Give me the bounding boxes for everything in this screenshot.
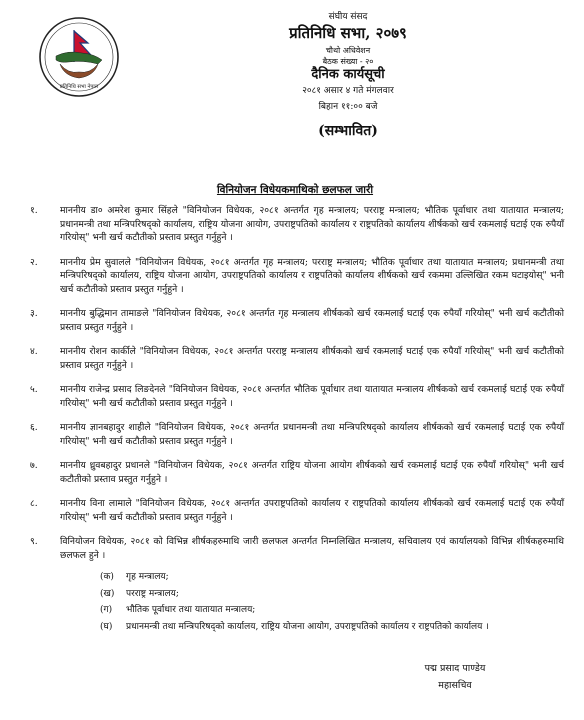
item-number: ६. xyxy=(30,422,38,433)
agenda-items xyxy=(30,204,564,637)
list-item xyxy=(30,421,564,448)
list-item xyxy=(30,497,564,524)
list-item xyxy=(30,256,564,297)
list-item xyxy=(30,204,564,245)
signatory-name: पद्म प्रसाद पाण्डेय xyxy=(424,663,486,674)
header xyxy=(120,10,576,143)
signature-block xyxy=(380,660,530,694)
sub-item-number: (घ) xyxy=(100,621,113,632)
item-text: माननीय रोशन कार्कीले "विनियोजन विधेयक, २०८१ अन्तर्गत परराष्ट्र मन्त्रालय शीर्षकको खर्च रकमलाई घटाई एक रुपैयाँ गरियोस्" भनी खर्च कटौतीको प्रस्ताव प्रस्तुत गर्नुहुने । xyxy=(60,346,564,371)
agenda-time: बिहान ११:०० बजे xyxy=(318,102,378,113)
sub-item-text: भौतिक पूर्वाधार तथा यातायात मन्त्रालय; xyxy=(126,605,256,615)
item-text: माननीय प्रेम सुवालले "विनियोजन विधेयक, २०८१ अन्तर्गत गृह मन्त्रालय; परराष्ट्र मन्त्रालय; भौतिक पूर्वाधार तथा यातायात मन्त्रालय; प्रधानमन्त्री तथा मन्त्रिपरिषद्को कार्यालय, राष्ट्रिय योजना आयोग, उपराष्ट्रपतिको कार्यालय र राष्ट्रपतिको कार्यालय शीर्षकको खर्च रकममा उल्लिखित रकम घटाइयोस्" भनी खर्च कटौतीको प्रस्ताव प्रस्तुत गर्नुहुने । xyxy=(60,256,564,295)
item-number: ८. xyxy=(30,498,38,509)
house-name: प्रतिनिधि सभा, २०७९ xyxy=(289,24,407,43)
section-title: विनियोजन विधेयकमाथिको छलफल जारी xyxy=(216,184,374,196)
svg-text:प्रतिनिधि सभा नेपाल: प्रतिनिधि सभा नेपाल xyxy=(59,84,99,90)
sub-items xyxy=(100,571,564,634)
agenda-title: दैनिक कार्यसूची xyxy=(311,66,385,82)
sub-item-number: (ख) xyxy=(100,588,115,599)
item-number: ४. xyxy=(30,346,38,357)
item-text: माननीय ज्ञानबहादुर शाहीले "विनियोजन विधेयक, २०८१ अन्तर्गत प्रधानमन्त्री तथा मन्त्रिपरिषद्को कार्यालय शीर्षकको खर्च रकमलाई घटाई एक रुपैयाँ गरियोस्" भनी खर्च कटौतीको प्रस्ताव प्रस्तुत गर्नुहुने । xyxy=(60,422,564,447)
item-number: १. xyxy=(30,205,38,216)
parliament-name: संघीय संसद xyxy=(328,12,368,22)
list-item xyxy=(30,307,564,334)
sub-item xyxy=(100,604,564,618)
item-number: ५. xyxy=(30,384,38,395)
item-text: माननीय ध्रुवबहादुर प्रधानले "विनियोजन विधेयक, २०८१ अन्तर्गत राष्ट्रिय योजना आयोग शीर्षकको खर्च रकमलाई घटाई एक रुपैयाँ गरियोस्" भनी खर्च कटौतीको प्रस्ताव प्रस्तुत गर्नुहुने । xyxy=(60,460,564,485)
sub-item-number: (क) xyxy=(100,572,114,582)
list-item xyxy=(30,345,564,372)
signatory-title: महासचिव xyxy=(438,680,472,691)
sub-item-text: प्रधानमन्त्री तथा मन्त्रिपरिषद्को कार्यालय, राष्ट्रिय योजना आयोग, उपराष्ट्रपतिको कार्यालय र राष्ट्रपतिको कार्यालय । xyxy=(126,621,489,632)
list-item xyxy=(30,535,564,562)
item-text: माननीय बुद्धिमान तामाङले "विनियोजन विधेयक, २०८१ अन्तर्गत गृह मन्त्रालय शीर्षकको खर्च रकमलाई घटाई एक रुपैयाँ गरियोस्" भनी खर्च कटौतीको प्रस्ताव प्रस्तुत गर्नुहुने । xyxy=(60,308,564,333)
sub-item-text: परराष्ट्र मन्त्रालय; xyxy=(126,588,179,599)
item-number: ९. xyxy=(30,536,38,547)
sub-item-number: (ग) xyxy=(100,605,113,615)
sub-item xyxy=(100,621,564,635)
meeting-number: बैठक संख्या - २० xyxy=(322,56,374,66)
list-item xyxy=(30,383,564,410)
item-number: ३. xyxy=(30,308,38,319)
list-item xyxy=(30,459,564,486)
session-label: चौथो अधिवेशन xyxy=(325,45,371,55)
item-text: माननीय डा० अमरेश कुमार सिंहले "विनियोजन विधेयक, २०८१ अन्तर्गत गृह मन्त्रालय; परराष्ट्र मन्त्रालय; भौतिक पूर्वाधार तथा यातायात मन्त्रालय; प्रधानमन्त्री तथा मन्त्रिपरिषद्को कार्यालय, राष्ट्रिय योजना आयोग, उपराष्ट्रपतिको कार्यालय र राष्ट्रपतिको कार्यालय शीर्षकको खर्च रकमलाई घटाई एक रुपैयाँ गरियोस्" भनी खर्च कटौतीको प्रस्ताव प्रस्तुत गर्नुहुने । xyxy=(60,205,564,243)
item-text: माननीय विना लामाले "विनियोजन विधेयक, २०८१ अन्तर्गत उपराष्ट्रपतिको कार्यालय र राष्ट्रपतिको कार्यालय शीर्षकको खर्च रकमलाई घटाई एक रुपैयाँ गरियोस्" भनी खर्च कटौतीको प्रस्ताव प्रस्तुत गर्नुहुने । xyxy=(60,498,564,523)
agenda-date: २०८१ असार ४ गते मंगलवार xyxy=(302,85,394,96)
nepal-emblem-icon xyxy=(38,16,120,98)
sub-item-text: गृह मन्त्रालय; xyxy=(126,572,169,582)
item-number: २. xyxy=(30,256,38,268)
item-number: ७. xyxy=(30,460,38,471)
tentative-label: (सम्भावित) xyxy=(318,122,378,139)
sub-item xyxy=(100,588,564,602)
sub-item xyxy=(100,571,564,585)
item-text: माननीय राजेन्द्र प्रसाद लिङदेनले "विनियोजन विधेयक, २०८१ अन्तर्गत भौतिक पूर्वाधार तथा यातायात मन्त्रालय शीर्षकको खर्च रकमलाई घटाई एक रुपैयाँ गरियोस्" भनी खर्च कटौतीको प्रस्ताव प्रस्तुत गर्नुहुने । xyxy=(60,384,564,409)
item-text: विनियोजन विधेयक, २०८१ को विभिन्न शीर्षकहरुमाथि जारी छलफल अन्तर्गत निम्नलिखित मन्त्रालय, सचिवालय एवं कार्यालयको विभिन्न शीर्षकहरुमाथि छलफल हुने । xyxy=(60,536,564,561)
